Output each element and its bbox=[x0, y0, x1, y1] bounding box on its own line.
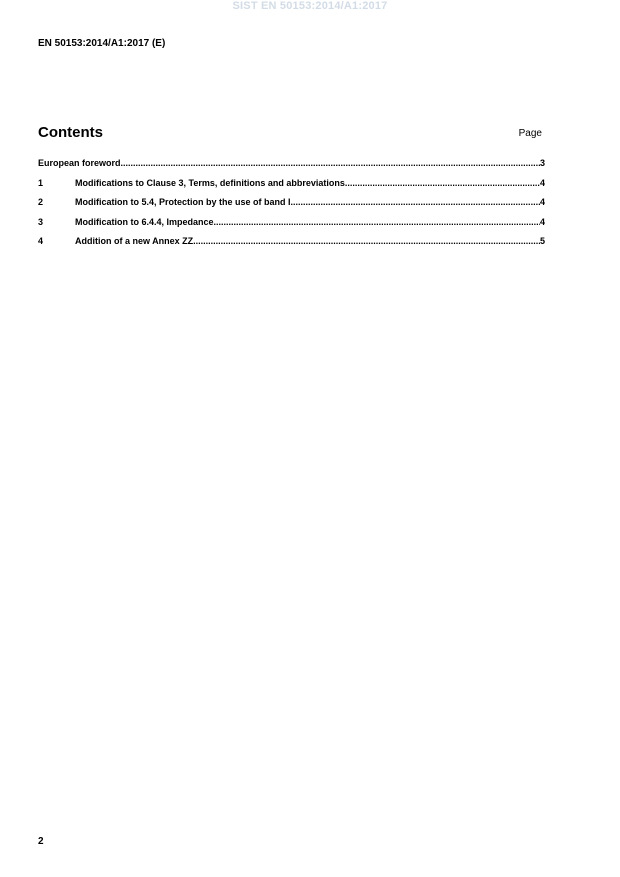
toc-header bbox=[38, 124, 544, 144]
toc-dot-leader bbox=[121, 158, 540, 168]
document-id-header: EN 50153:2014/A1:2017 (E) bbox=[38, 38, 166, 49]
toc-entry-clause-2[interactable] bbox=[38, 197, 545, 217]
toc-dot-leader bbox=[193, 236, 540, 246]
toc-entry-number: 2 bbox=[38, 197, 44, 207]
page-number: 2 bbox=[38, 836, 44, 847]
toc-entry-page: 5 bbox=[539, 236, 545, 246]
toc-entry-european-foreword[interactable] bbox=[38, 158, 545, 178]
toc-entry-clause-4[interactable] bbox=[38, 236, 545, 256]
toc-dot-leader bbox=[345, 178, 540, 188]
toc-dot-leader bbox=[214, 217, 540, 227]
toc-entry-clause-3[interactable] bbox=[38, 217, 545, 237]
toc-entry-page: 4 bbox=[539, 216, 545, 227]
toc-page-label: Page bbox=[518, 128, 542, 139]
toc-entry-number: 4 bbox=[38, 236, 44, 246]
toc-entry-title: Addition of a new Annex ZZ bbox=[75, 236, 194, 246]
watermark: SIST EN 50153:2014/A1:2017 bbox=[232, 0, 388, 12]
toc-entry-title: Modifications to Clause 3, Terms, definitions and abbreviations bbox=[75, 177, 345, 188]
toc-entry-number: 1 bbox=[38, 177, 44, 188]
toc-dot-leader bbox=[291, 197, 540, 207]
toc-title: Contents bbox=[38, 124, 103, 141]
toc-entry-number: 3 bbox=[38, 216, 44, 227]
toc-entry-clause-1[interactable] bbox=[38, 178, 545, 198]
toc-entry-page: 4 bbox=[539, 177, 545, 188]
toc-entry-page: 4 bbox=[539, 197, 545, 207]
toc-entry-title: Modification to 5.4, Protection by the use of band I bbox=[75, 197, 291, 207]
toc-entry-title: European foreword bbox=[38, 158, 121, 168]
toc-entry-title: Modification to 6.4.4, Impedance bbox=[75, 216, 214, 227]
table-of-contents bbox=[38, 158, 545, 256]
toc-entry-page: 3 bbox=[539, 158, 545, 168]
